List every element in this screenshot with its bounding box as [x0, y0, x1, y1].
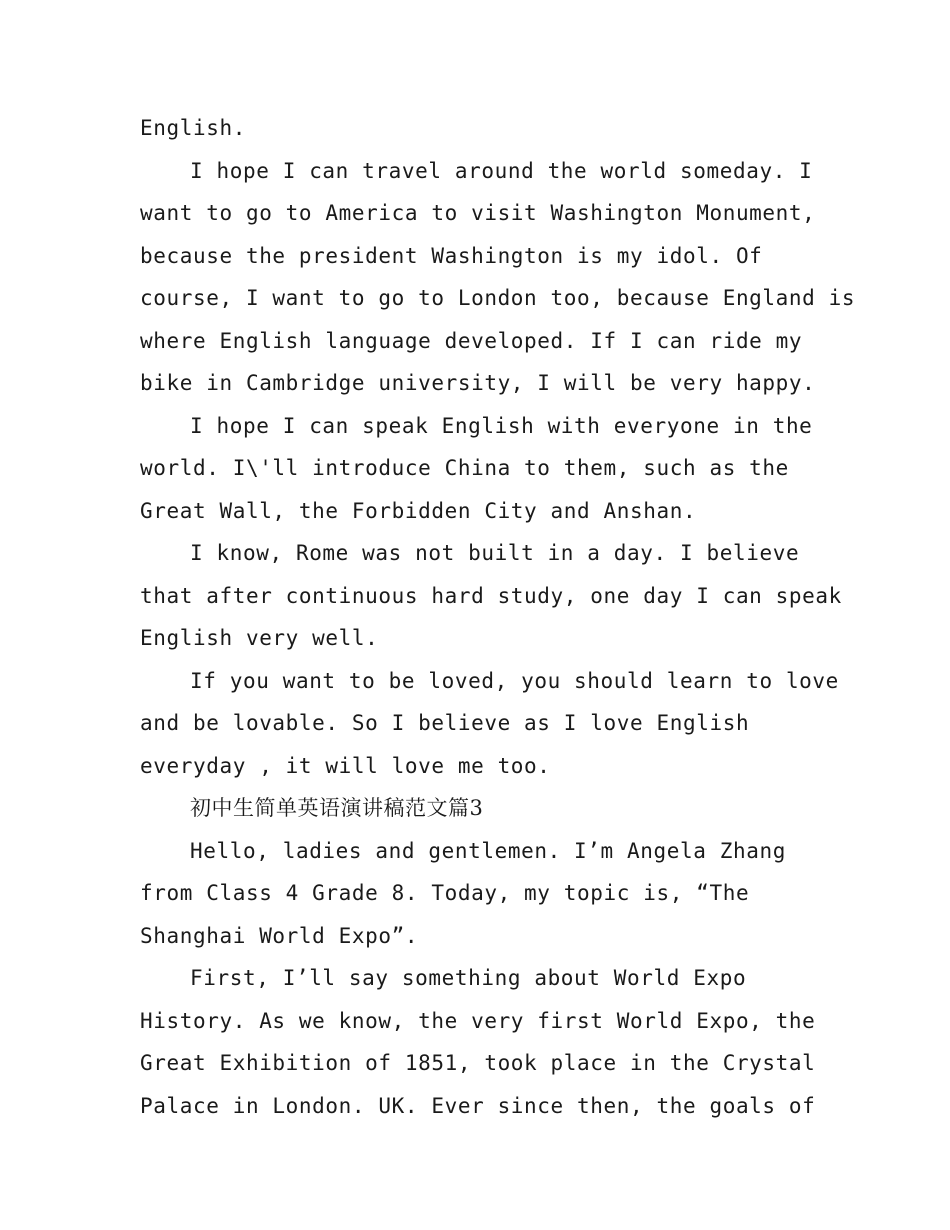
text-line: Great Wall, the Forbidden City and Anshan. — [140, 499, 697, 523]
text-line: and be lovable. So I believe as I love English — [140, 711, 750, 735]
text-line: History. As we know, the very first World Expo, the — [140, 1009, 816, 1033]
paragraph-start: I hope I can travel around the world someday. I — [190, 159, 813, 183]
text-line: English very well. — [140, 626, 379, 650]
text-line: where English language developed. If I can ride my — [140, 329, 803, 353]
text-line: Palace in London. UK. Ever since then, the goals of — [140, 1094, 816, 1118]
text-line: want to go to America to visit Washington Monument, — [140, 201, 816, 225]
section-heading: 初中生简单英语演讲稿范文篇3 — [190, 796, 484, 820]
text-line: Great Exhibition of 1851, took place in the Crystal — [140, 1051, 816, 1075]
paragraph-start: First, I’ll say something about World Expo — [190, 966, 747, 990]
text-line: everyday , it will love me too. — [140, 754, 551, 778]
paragraph-start: I hope I can speak English with everyone in the — [190, 414, 813, 438]
text-line: bike in Cambridge university, I will be very happy. — [140, 371, 816, 395]
text-line: from Class 4 Grade 8. Today, my topic is, “The — [140, 881, 750, 905]
text-line: English. — [140, 116, 246, 140]
text-line: because the president Washington is my idol. Of — [140, 244, 763, 268]
text-line: course, I want to go to London too, because England is — [140, 286, 856, 310]
text-line: Shanghai World Expo”. — [140, 924, 419, 948]
paragraph-start: If you want to be loved, you should learn to love — [190, 669, 839, 693]
text-line: world. I\'ll introduce China to them, such as the — [140, 456, 789, 480]
paragraph-start: Hello, ladies and gentlemen. I’m Angela Zhang — [190, 839, 786, 863]
text-line: that after continuous hard study, one day I can speak — [140, 584, 842, 608]
paragraph-start: I know, Rome was not built in a day. I believe — [190, 541, 800, 565]
